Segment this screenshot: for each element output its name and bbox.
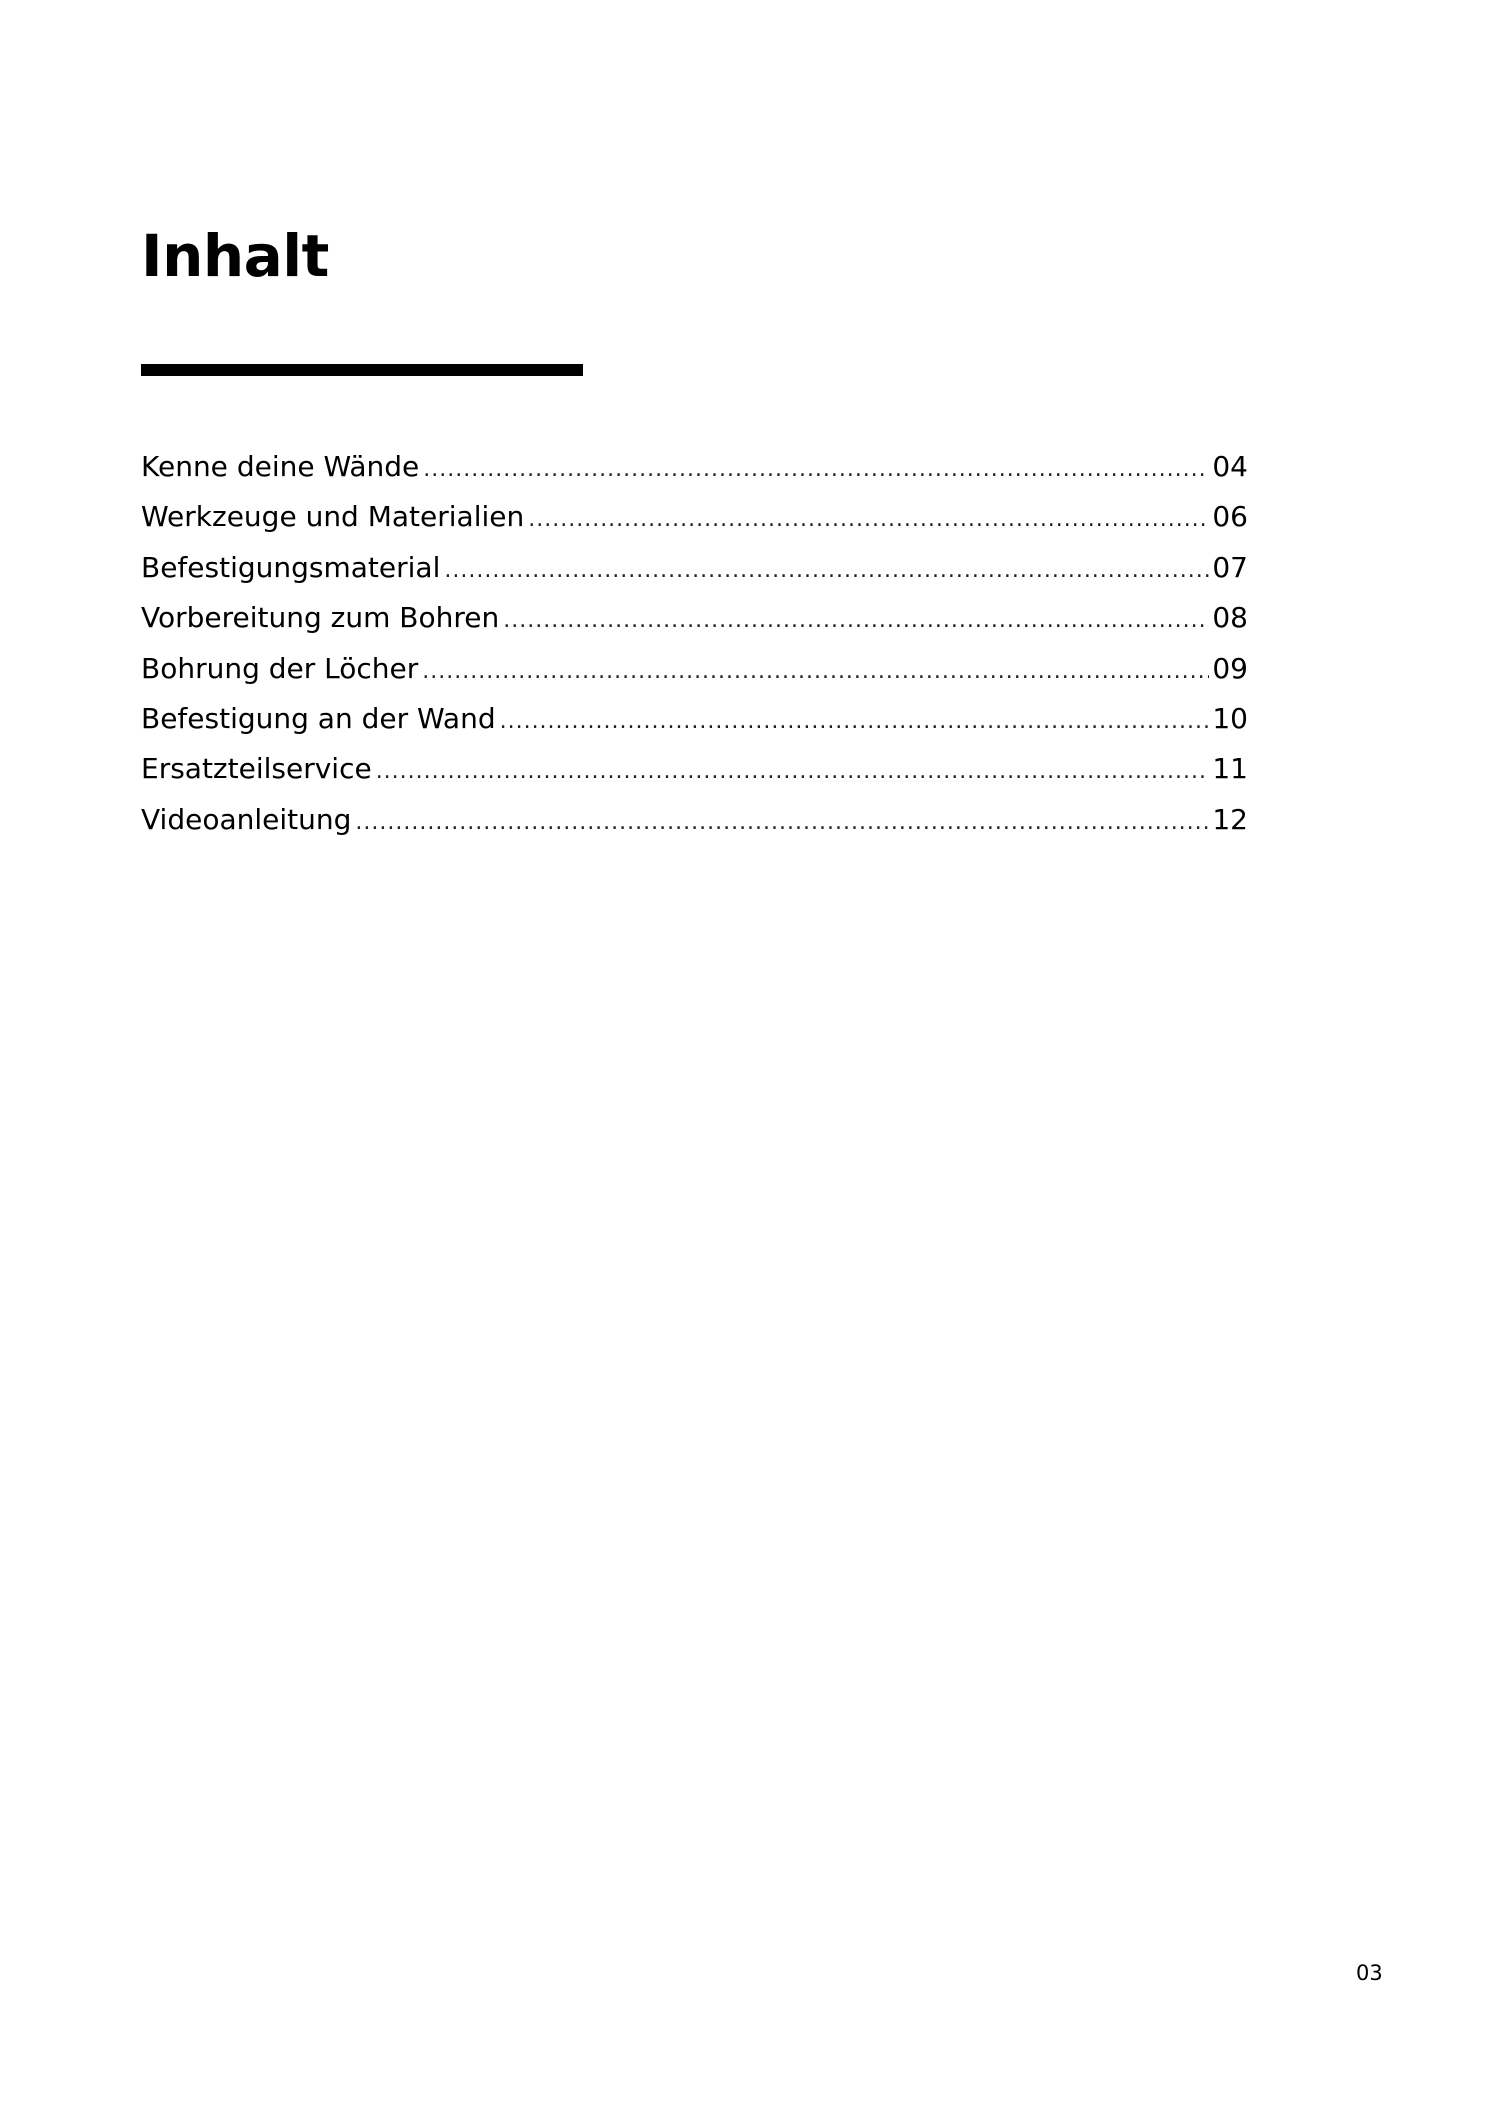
dot-leader xyxy=(423,445,1209,495)
toc-entry-page: 04 xyxy=(1212,450,1248,483)
toc-entry[interactable] xyxy=(141,694,1248,744)
toc-entry-title: Kenne deine Wände xyxy=(141,450,420,483)
dot-leader xyxy=(355,798,1209,848)
toc-entry-page: 08 xyxy=(1212,601,1248,635)
toc-entry-page: 11 xyxy=(1212,752,1248,786)
toc-entry-title: Vorbereitung zum Bohren xyxy=(141,601,500,635)
toc-entry-page: 12 xyxy=(1212,802,1248,836)
toc-entry[interactable] xyxy=(141,543,1248,593)
toc-entry[interactable] xyxy=(141,644,1248,694)
toc-entry[interactable] xyxy=(141,593,1248,643)
dot-leader xyxy=(422,647,1209,697)
toc-entry-title: Befestigung an der Wand xyxy=(141,701,496,735)
dot-leader xyxy=(503,596,1209,646)
dot-leader xyxy=(444,546,1209,596)
toc-entry[interactable] xyxy=(141,492,1248,542)
page-title: Inhalt xyxy=(141,222,329,290)
dot-leader xyxy=(376,747,1210,797)
toc-entry[interactable] xyxy=(141,442,1248,492)
toc-entry-page: 06 xyxy=(1212,500,1248,534)
toc-entry-title: Ersatzteilservice xyxy=(141,752,372,786)
toc-entry-title: Videoanleitung xyxy=(141,802,352,836)
title-underline-rule xyxy=(141,364,583,376)
toc-entry[interactable] xyxy=(141,795,1248,845)
page-number: 03 xyxy=(1356,1961,1383,1985)
toc-entry-title: Bohrung der Löcher xyxy=(141,651,419,685)
toc-entry-title: Werkzeuge und Materialien xyxy=(141,500,525,534)
table-of-contents xyxy=(141,442,1248,845)
dot-leader xyxy=(500,697,1210,747)
toc-entry-page: 10 xyxy=(1212,701,1248,735)
toc-entry[interactable] xyxy=(141,744,1248,794)
toc-entry-page: 09 xyxy=(1212,651,1248,685)
dot-leader xyxy=(528,495,1209,545)
toc-entry-title: Befestigungsmaterial xyxy=(141,550,441,584)
toc-entry-page: 07 xyxy=(1212,550,1248,584)
